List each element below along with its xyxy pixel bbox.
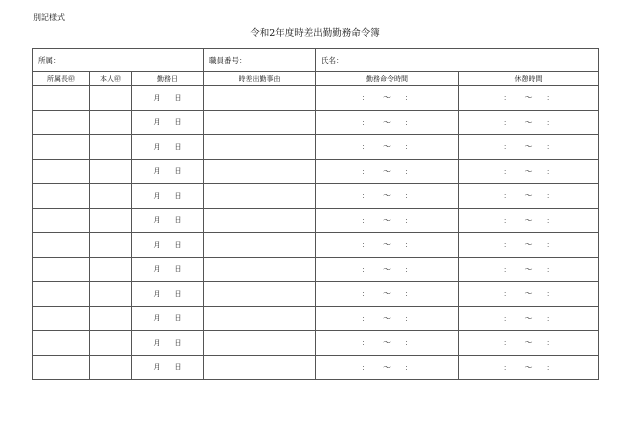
reason-cell[interactable] xyxy=(204,159,316,184)
colon-mark: ： xyxy=(362,216,369,225)
reason-cell[interactable] xyxy=(204,331,316,356)
wave-dash: ～ xyxy=(524,142,533,152)
colon-mark: ： xyxy=(503,118,511,127)
colon-mark: ： xyxy=(362,363,369,372)
self-seal-cell[interactable] xyxy=(90,86,132,111)
table-row xyxy=(33,159,599,184)
table-row xyxy=(33,355,599,380)
work-hours-cell[interactable] xyxy=(316,257,459,282)
supervisor-seal-cell[interactable] xyxy=(33,135,90,160)
self-seal-cell[interactable] xyxy=(90,208,132,233)
supervisor-seal-cell[interactable] xyxy=(33,86,90,111)
work-date-cell[interactable] xyxy=(132,306,204,331)
colon-mark: ： xyxy=(362,265,369,274)
wave-dash: ～ xyxy=(383,289,391,299)
break-time-cell[interactable] xyxy=(459,184,599,209)
reason-cell[interactable] xyxy=(204,257,316,282)
colon-mark: ： xyxy=(503,314,511,323)
wave-dash: ～ xyxy=(524,191,533,201)
supervisor-seal-cell[interactable] xyxy=(33,110,90,135)
colon-mark: ： xyxy=(503,167,511,176)
break-time-cell[interactable] xyxy=(459,306,599,331)
break-time-cell[interactable] xyxy=(459,110,599,135)
work-date-cell[interactable] xyxy=(132,355,204,380)
header-self-seal: 本人㊞ xyxy=(90,72,132,86)
colon-mark: ： xyxy=(546,265,554,274)
wave-dash: ～ xyxy=(524,117,533,127)
colon-mark: ： xyxy=(546,339,554,348)
break-time-cell[interactable] xyxy=(459,208,599,233)
day-label: 日 xyxy=(174,167,182,176)
self-seal-cell[interactable] xyxy=(90,159,132,184)
header-break-time: 休憩時間 xyxy=(459,72,599,86)
break-time-cell[interactable] xyxy=(459,233,599,258)
wave-dash: ～ xyxy=(383,93,391,103)
work-date-cell[interactable] xyxy=(132,233,204,258)
work-hours-cell[interactable] xyxy=(316,233,459,258)
header-supervisor-seal: 所属長㊞ xyxy=(33,72,90,86)
wave-dash: ～ xyxy=(524,338,533,348)
supervisor-seal-cell[interactable] xyxy=(33,282,90,307)
header-work-hours: 勤務命令時間 xyxy=(316,72,459,86)
month-label: 月 xyxy=(153,191,161,200)
break-time-cell[interactable] xyxy=(459,135,599,160)
colon-mark: ： xyxy=(362,167,369,176)
work-hours-cell[interactable] xyxy=(316,86,459,111)
reason-cell[interactable] xyxy=(204,110,316,135)
self-seal-cell[interactable] xyxy=(90,184,132,209)
page-title: 令和2年度時差出勤勤務命令簿 xyxy=(250,28,380,39)
work-hours-cell[interactable] xyxy=(316,208,459,233)
self-seal-cell[interactable] xyxy=(90,135,132,160)
colon-mark: ： xyxy=(503,363,511,372)
table-row xyxy=(33,257,599,282)
colon-mark: ： xyxy=(546,363,554,372)
day-label: 日 xyxy=(174,240,182,249)
header-reason: 時差出勤事由 xyxy=(204,72,316,86)
table-row xyxy=(33,233,599,258)
self-seal-cell[interactable] xyxy=(90,257,132,282)
table-row xyxy=(33,110,599,135)
reason-cell[interactable] xyxy=(204,184,316,209)
self-seal-cell[interactable] xyxy=(90,331,132,356)
wave-dash: ～ xyxy=(383,313,391,323)
month-label: 月 xyxy=(153,265,161,274)
colon-mark: ： xyxy=(405,216,412,225)
self-seal-cell[interactable] xyxy=(90,306,132,331)
work-hours-cell[interactable] xyxy=(316,159,459,184)
wave-dash: ～ xyxy=(524,313,533,323)
colon-mark: ： xyxy=(503,265,511,274)
colon-mark: ： xyxy=(546,167,554,176)
work-date-cell[interactable] xyxy=(132,282,204,307)
supervisor-seal-cell[interactable] xyxy=(33,159,90,184)
work-date-cell[interactable] xyxy=(132,159,204,184)
header-work-date: 勤務日 xyxy=(132,72,204,86)
month-label: 月 xyxy=(153,314,161,323)
colon-mark: ： xyxy=(503,339,511,348)
colon-mark: ： xyxy=(546,241,554,250)
work-hours-cell[interactable] xyxy=(316,355,459,380)
self-seal-cell[interactable] xyxy=(90,282,132,307)
order-register-table xyxy=(32,48,599,380)
colon-mark: ： xyxy=(405,118,412,127)
wave-dash: ～ xyxy=(383,362,391,372)
break-time-cell[interactable] xyxy=(459,86,599,111)
header-row xyxy=(33,72,599,86)
self-seal-cell[interactable] xyxy=(90,110,132,135)
day-label: 日 xyxy=(174,314,182,323)
day-label: 日 xyxy=(174,142,182,151)
work-hours-cell[interactable] xyxy=(316,135,459,160)
colon-mark: ： xyxy=(546,192,554,201)
colon-mark: ： xyxy=(503,143,511,152)
colon-mark: ： xyxy=(405,339,412,348)
work-hours-cell[interactable] xyxy=(316,184,459,209)
colon-mark: ： xyxy=(362,143,369,152)
table-row xyxy=(33,135,599,160)
break-time-cell[interactable] xyxy=(459,355,599,380)
colon-mark: ： xyxy=(546,118,554,127)
day-label: 日 xyxy=(174,216,182,225)
info-row xyxy=(33,49,599,72)
reason-cell[interactable] xyxy=(204,282,316,307)
day-label: 日 xyxy=(174,363,182,372)
supervisor-seal-cell[interactable] xyxy=(33,306,90,331)
break-time-cell[interactable] xyxy=(459,257,599,282)
reason-cell[interactable] xyxy=(204,233,316,258)
wave-dash: ～ xyxy=(383,142,391,152)
colon-mark: ： xyxy=(405,94,412,103)
work-hours-cell[interactable] xyxy=(316,110,459,135)
staff-number-field[interactable]: 職員番号： xyxy=(204,49,316,72)
month-label: 月 xyxy=(153,118,161,127)
supervisor-seal-cell[interactable] xyxy=(33,208,90,233)
reason-cell[interactable] xyxy=(204,355,316,380)
self-seal-cell[interactable] xyxy=(90,233,132,258)
colon-mark: ： xyxy=(362,94,369,103)
work-date-cell[interactable] xyxy=(132,208,204,233)
wave-dash: ～ xyxy=(383,191,391,201)
data-rows xyxy=(33,86,599,380)
colon-mark: ： xyxy=(405,314,412,323)
colon-mark: ： xyxy=(546,94,554,103)
wave-dash: ～ xyxy=(383,240,391,250)
wave-dash: ～ xyxy=(524,264,533,274)
work-date-cell[interactable] xyxy=(132,110,204,135)
wave-dash: ～ xyxy=(383,264,391,274)
supervisor-seal-cell[interactable] xyxy=(33,233,90,258)
colon-mark: ： xyxy=(362,339,369,348)
wave-dash: ～ xyxy=(524,362,533,372)
table-row xyxy=(33,184,599,209)
supervisor-seal-cell[interactable] xyxy=(33,355,90,380)
wave-dash: ～ xyxy=(524,289,533,299)
day-label: 日 xyxy=(174,191,182,200)
wave-dash: ～ xyxy=(524,166,533,176)
colon-mark: ： xyxy=(405,290,412,299)
work-date-cell[interactable] xyxy=(132,86,204,111)
table-row xyxy=(33,282,599,307)
affiliation-field[interactable]: 所属： xyxy=(33,49,204,72)
reason-cell[interactable] xyxy=(204,208,316,233)
reason-cell[interactable] xyxy=(204,306,316,331)
month-label: 月 xyxy=(153,216,161,225)
wave-dash: ～ xyxy=(524,240,533,250)
table-row xyxy=(33,86,599,111)
table-row xyxy=(33,306,599,331)
work-date-cell[interactable] xyxy=(132,135,204,160)
colon-mark: ： xyxy=(546,290,554,299)
day-label: 日 xyxy=(174,265,182,274)
colon-mark: ： xyxy=(546,143,554,152)
colon-mark: ： xyxy=(405,265,412,274)
supervisor-seal-cell[interactable] xyxy=(33,184,90,209)
month-label: 月 xyxy=(153,363,161,372)
colon-mark: ： xyxy=(405,192,412,201)
day-label: 日 xyxy=(174,289,182,298)
name-field[interactable]: 氏名： xyxy=(316,49,599,72)
work-hours-cell[interactable] xyxy=(316,282,459,307)
wave-dash: ～ xyxy=(524,93,533,103)
colon-mark: ： xyxy=(362,118,369,127)
month-label: 月 xyxy=(153,338,161,347)
colon-mark: ： xyxy=(405,143,412,152)
table-row xyxy=(33,208,599,233)
self-seal-cell[interactable] xyxy=(90,355,132,380)
colon-mark: ： xyxy=(362,241,369,250)
work-hours-cell[interactable] xyxy=(316,306,459,331)
colon-mark: ： xyxy=(546,216,554,225)
supervisor-seal-cell[interactable] xyxy=(33,331,90,356)
table-row xyxy=(33,331,599,356)
wave-dash: ～ xyxy=(383,338,391,348)
work-date-cell[interactable] xyxy=(132,257,204,282)
day-label: 日 xyxy=(174,338,182,347)
colon-mark: ： xyxy=(362,290,369,299)
work-hours-cell[interactable] xyxy=(316,331,459,356)
month-label: 月 xyxy=(153,93,161,102)
form-label: 別記様式 xyxy=(33,13,65,22)
break-time-cell[interactable] xyxy=(459,331,599,356)
break-time-cell[interactable] xyxy=(459,159,599,184)
colon-mark: ： xyxy=(405,363,412,372)
work-date-cell[interactable] xyxy=(132,184,204,209)
day-label: 日 xyxy=(174,93,182,102)
month-label: 月 xyxy=(153,167,161,176)
colon-mark: ： xyxy=(503,216,511,225)
month-label: 月 xyxy=(153,142,161,151)
supervisor-seal-cell[interactable] xyxy=(33,257,90,282)
colon-mark: ： xyxy=(503,241,511,250)
work-date-cell[interactable] xyxy=(132,331,204,356)
month-label: 月 xyxy=(153,240,161,249)
wave-dash: ～ xyxy=(383,215,391,225)
colon-mark: ： xyxy=(503,94,511,103)
colon-mark: ： xyxy=(405,167,412,176)
wave-dash: ～ xyxy=(383,117,391,127)
wave-dash: ～ xyxy=(524,215,533,225)
colon-mark: ： xyxy=(503,192,511,201)
month-label: 月 xyxy=(153,289,161,298)
colon-mark: ： xyxy=(405,241,412,250)
colon-mark: ： xyxy=(503,290,511,299)
colon-mark: ： xyxy=(362,192,369,201)
colon-mark: ： xyxy=(362,314,369,323)
colon-mark: ： xyxy=(546,314,554,323)
wave-dash: ～ xyxy=(383,166,391,176)
reason-cell[interactable] xyxy=(204,86,316,111)
day-label: 日 xyxy=(174,118,182,127)
reason-cell[interactable] xyxy=(204,135,316,160)
break-time-cell[interactable] xyxy=(459,282,599,307)
